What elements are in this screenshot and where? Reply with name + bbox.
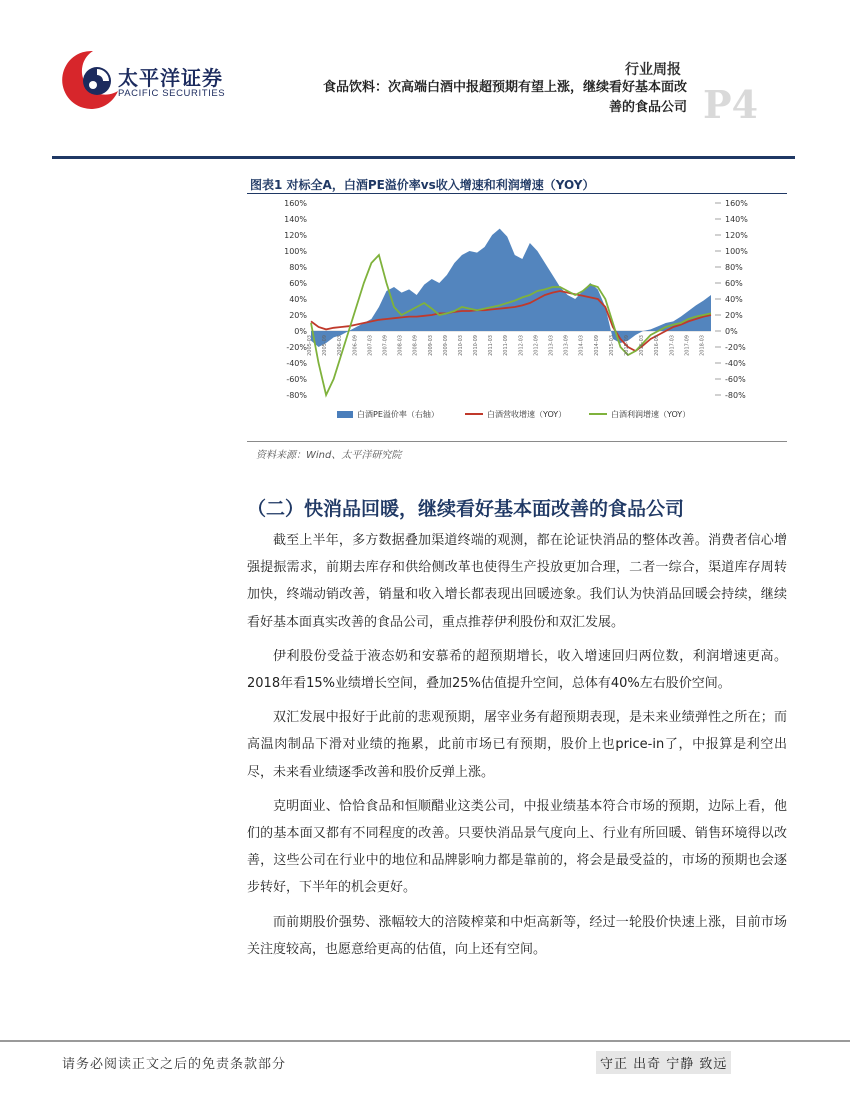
legend-label: 白酒利润增速（YOY） xyxy=(611,410,691,419)
y-tick-label-left: -80% xyxy=(286,391,307,400)
y-tick-label-left: 140% xyxy=(284,215,307,224)
x-tick-label: 2015-09 xyxy=(623,335,630,356)
x-tick-label: 2013-09 xyxy=(563,335,570,356)
y-tick-label-right: -20% xyxy=(725,343,746,352)
x-tick-label: 2012-03 xyxy=(518,335,525,356)
y-tick-label-left: 20% xyxy=(289,311,307,320)
report-type: 行业周报 xyxy=(625,62,681,78)
y-tick-label-left: -60% xyxy=(286,375,307,384)
x-tick-label: 2009-03 xyxy=(427,335,434,356)
x-tick-label: 2009-09 xyxy=(442,335,449,356)
y-tick-label-left: 0% xyxy=(294,327,307,336)
brand-name-cn: 太平洋证券 xyxy=(118,66,223,90)
legend-label: 白酒PE溢价率（右轴） xyxy=(357,410,439,419)
x-tick-label: 2018-03 xyxy=(699,335,706,356)
logo-mark-icon xyxy=(60,47,120,113)
paragraph: 双汇发展中报好于此前的悲观预期，屠宰业务有超预期表现，是未来业绩弹性之所在；而高温肉制品下滑对业绩的拖累，此前市场已有预期，股价上也price-in了，中报算是利空出尽，未来看业绩逐季改善和股价反弹上涨。 xyxy=(247,710,787,780)
x-tick-label: 2017-03 xyxy=(669,335,676,356)
y-tick-label-left: -40% xyxy=(286,359,307,368)
x-tick-label: 2016-03 xyxy=(639,335,646,356)
y-tick-label-left: 40% xyxy=(289,295,307,304)
y-tick-label-right: 160% xyxy=(725,199,748,208)
y-tick-label-left: 120% xyxy=(284,231,307,240)
x-tick-label: 2014-09 xyxy=(593,335,600,356)
y-tick-label-right: 120% xyxy=(725,231,748,240)
legend-label: 白酒营收增速（YOY） xyxy=(487,410,567,419)
x-tick-label: 2010-03 xyxy=(457,335,464,356)
x-tick-label: 2010-09 xyxy=(473,335,480,356)
x-tick-label: 2017-09 xyxy=(684,335,691,356)
y-tick-label-right: 80% xyxy=(725,263,743,272)
section-heading: （二）快消品回暖，继续看好基本面改善的食品公司 xyxy=(247,498,685,520)
y-tick-label-right: 0% xyxy=(725,327,738,336)
footer-disclaimer: 请务必阅读正文之后的免责条款部分 xyxy=(62,1057,287,1072)
y-tick-label-left: -20% xyxy=(286,343,307,352)
y-tick-label-right: -60% xyxy=(725,375,746,384)
x-tick-label: 2007-03 xyxy=(367,335,374,356)
figure-top-divider xyxy=(247,193,787,194)
report-title xyxy=(255,78,687,118)
page-number: P4 xyxy=(703,82,759,127)
x-tick-label: 2015-03 xyxy=(608,335,615,356)
paragraph: 伊利股份受益于液态奶和安慕希的超预期增长，收入增速回归两位数，利润增速更高。2018年看15%业绩增长空间，叠加25%估值提升空间，总体有40%左右股价空间。 xyxy=(247,648,787,692)
figure-source: 资料来源：Wind、太平洋研究院 xyxy=(256,450,402,461)
x-tick-label: 2006-09 xyxy=(352,335,359,356)
x-tick-label: 2006-03 xyxy=(337,335,344,356)
x-tick-label: 2014-03 xyxy=(578,335,585,356)
x-tick-label: 2013-03 xyxy=(548,335,555,356)
x-tick-label: 2005-03 xyxy=(307,335,313,356)
x-tick-label: 2012-09 xyxy=(533,335,540,356)
paragraph: 克明面业、恰恰食品和恒顺醋业这类公司，中报业绩基本符合市场的预期，边际上看，他们的基本面又都有不同程度的改善。只要快消品景气度向上、行业有所回暖、销售环境得以改善，这些公司在行业中的地位和品牌影响力都是靠前的，将会是最受益的，市场的预期也会逐步转好，下半年的机会更好。 xyxy=(247,798,787,896)
x-tick-label: 2016-09 xyxy=(654,335,661,356)
brand-name-en: PACIFIC SECURITIES xyxy=(118,88,226,99)
paragraph: 而前期股价强势、涨幅较大的涪陵榨菜和中炬高新等，经过一轮股价快速上涨，目前市场关注度较高，也愿意给更高的估值，向上还有空间。 xyxy=(247,914,787,957)
y-tick-label-right: 60% xyxy=(725,279,743,288)
y-tick-label-right: 140% xyxy=(725,215,748,224)
footer-motto: 守正 出奇 宁静 致远 xyxy=(596,1051,731,1074)
section-body xyxy=(247,527,787,970)
y-tick-label-left: 100% xyxy=(284,247,307,256)
paragraph: 截至上半年，多方数据叠加渠道终端的观测，都在论证快消品的整体改善。消费者信心增强提振需求，前期去库存和供给侧改革也使得生产投放更加合理，二者一综合，渠道库存周转加快，终端动销改善，销量和收入增长都表现出回暖迹象。我们认为快消品回暖会持续，继续看好基本面真实改善的食品公司，重点推荐伊利股份和双汇发展。 xyxy=(247,533,787,630)
x-tick-label: 2011-09 xyxy=(503,335,510,356)
report-title-line2: 善的食品公司 xyxy=(608,100,687,115)
y-tick-label-left: 160% xyxy=(284,199,307,208)
x-tick-label: 2008-03 xyxy=(397,335,404,356)
footer-divider xyxy=(0,1040,850,1042)
y-tick-label-left: 80% xyxy=(289,263,307,272)
x-tick-label: 2011-03 xyxy=(488,335,495,356)
y-tick-label-left: 60% xyxy=(289,279,307,288)
figure-title: 图表1 对标全A，白酒PE溢价率vs收入增速和利润增速（YOY） xyxy=(250,178,595,192)
y-tick-label-right: -80% xyxy=(725,391,746,400)
series-area-pe-premium xyxy=(311,229,711,347)
header-divider xyxy=(52,156,795,159)
report-title-line1: 食品饮料：次高端白酒中报超预期有望上涨，继续看好基本面改 xyxy=(322,80,687,95)
figure-bottom-divider xyxy=(247,441,787,442)
pe-premium-chart xyxy=(277,195,757,433)
y-tick-label-right: 40% xyxy=(725,295,743,304)
y-tick-label-right: 20% xyxy=(725,311,743,320)
x-tick-label: 2008-09 xyxy=(412,335,419,356)
x-tick-label: 2007-09 xyxy=(382,335,389,356)
y-tick-label-right: -40% xyxy=(725,359,746,368)
y-tick-label-right: 100% xyxy=(725,247,748,256)
x-tick-label: 2005-09 xyxy=(322,335,329,356)
legend-swatch-area xyxy=(337,411,353,418)
